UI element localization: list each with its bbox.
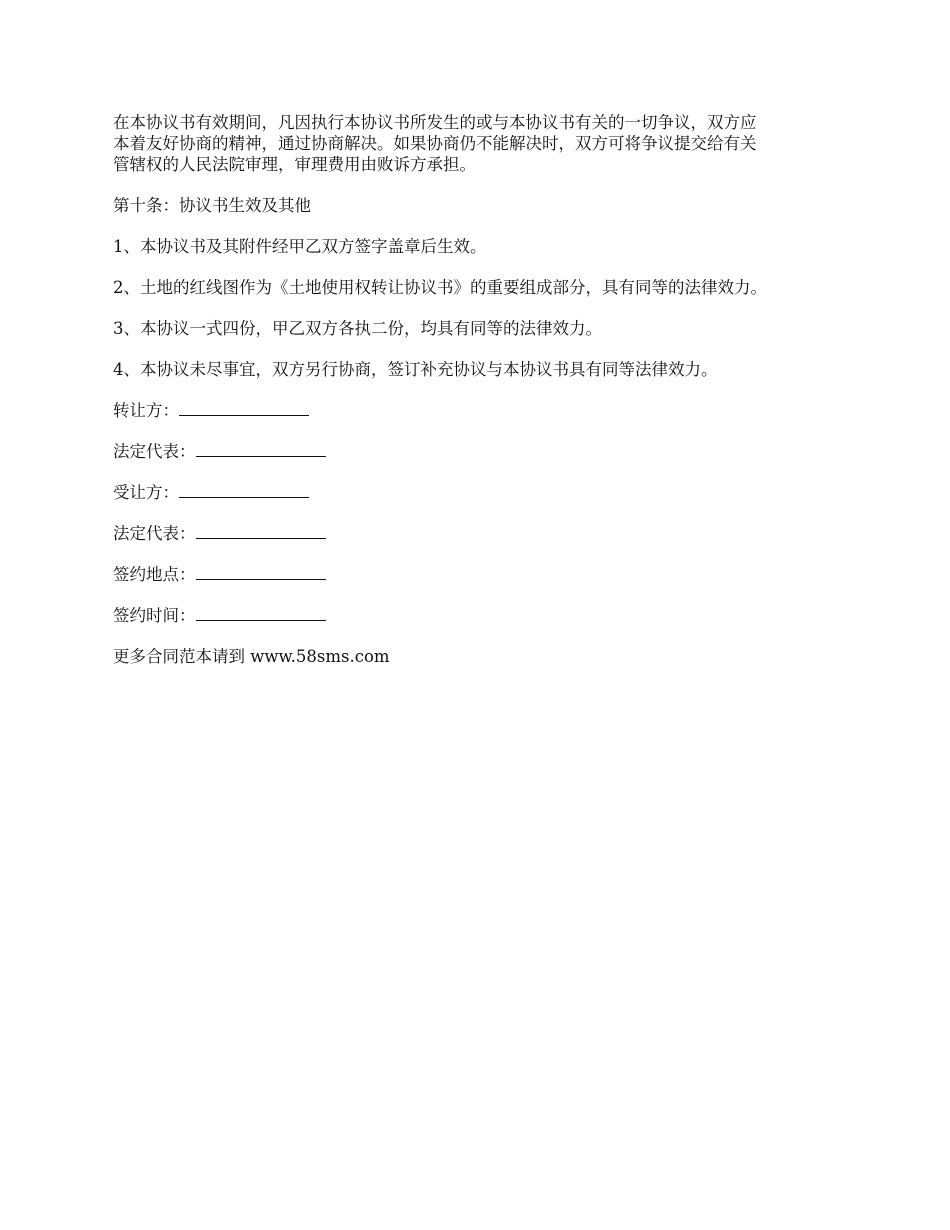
signature-blank [179, 482, 309, 498]
transferor-legal-rep-field [113, 441, 845, 462]
signature-blank [196, 441, 326, 457]
clause-1: 1、本协议书及其附件经甲乙双方签字盖章后生效。 [113, 237, 487, 256]
article-title: 第十条：协议书生效及其他 [113, 196, 311, 215]
clause-4: 4、本协议未尽事宜，双方另行协商，签订补充协议与本协议书具有同等法律效力。 [113, 360, 718, 379]
transferee-field [113, 482, 845, 503]
field-label: 转让方： [113, 401, 179, 420]
signature-blank [196, 564, 326, 580]
field-label: 法定代表： [113, 442, 196, 461]
field-label: 签约时间： [113, 606, 196, 625]
dispute-resolution-paragraph [113, 112, 845, 175]
signing-time-field [113, 605, 845, 626]
signature-blank [196, 523, 326, 539]
transferee-legal-rep-field [113, 523, 845, 544]
transferor-field [113, 400, 845, 421]
document-page [113, 112, 845, 667]
footer-promo-text: 更多合同范本请到 www.58sms.com [113, 647, 390, 666]
field-label: 受让方： [113, 483, 179, 502]
field-label: 法定代表： [113, 524, 196, 543]
paragraph-line: 本着友好协商的精神，通过协商解决。如果协商仍不能解决时，双方可将争议提交给有关 [113, 134, 757, 153]
clause-2: 2、土地的红线图作为《土地使用权转让协议书》的重要组成部分，具有同等的法律效力。 [113, 278, 767, 297]
field-label: 签约地点： [113, 565, 196, 584]
signature-blank [196, 605, 326, 621]
signing-location-field [113, 564, 845, 585]
paragraph-line: 在本协议书有效期间，凡因执行本协议书所发生的或与本协议书有关的一切争议，双方应 [113, 113, 757, 132]
signature-blank [179, 400, 309, 416]
paragraph-line: 管辖权的人民法院审理，审理费用由败诉方承担。 [113, 155, 476, 174]
clause-3: 3、本协议一式四份，甲乙双方各执二份，均具有同等的法律效力。 [113, 319, 602, 338]
